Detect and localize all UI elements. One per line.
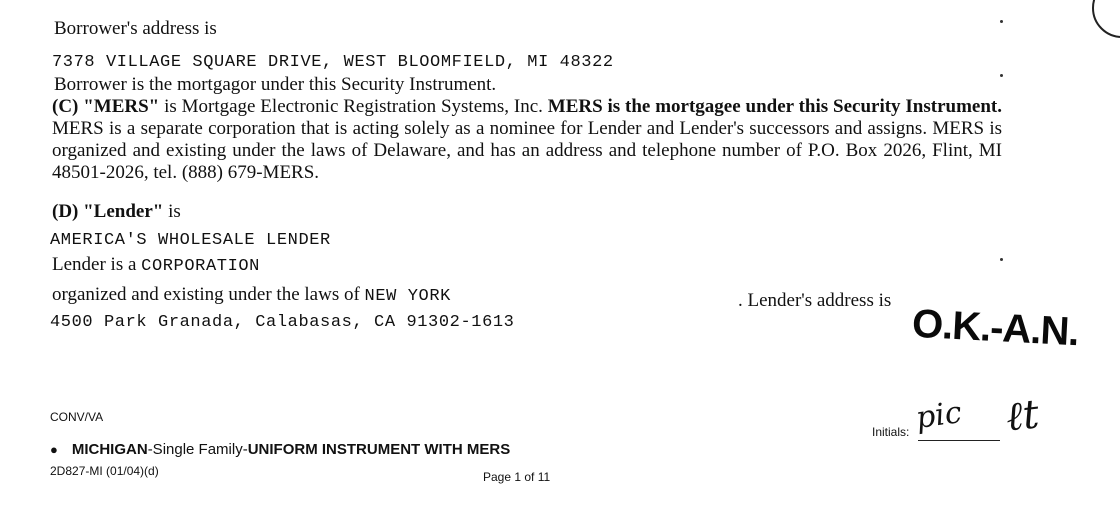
initials-signature-2: ℓt [1003,391,1042,441]
margin-dot [1000,258,1003,261]
borrower-address: 7378 VILLAGE SQUARE DRIVE, WEST BLOOMFIELD, MI 48322 [52,53,614,72]
lender-is-a: Lender is a [52,254,142,275]
form-number: 2D827-MI (01/04)(d) [50,464,159,478]
organized-state: NEW YORK [364,287,451,306]
lender-address-label: . Lender's address is [738,290,892,311]
form-code: CONV/VA [50,410,104,424]
lender-type-line [52,254,260,278]
title-middle: -Single Family- [147,441,248,458]
organized-label: organized and existing under the laws of [52,284,365,305]
lender-is: is [163,201,181,222]
corner-circle-mark [1092,0,1120,38]
mers-heading: (C) "MERS" [52,96,160,117]
initials-label: Initials: [872,425,910,439]
organized-line [52,284,451,308]
title-state: MICHIGAN [71,441,148,458]
page-number: Page 1 of 11 [483,470,551,484]
lender-name: AMERICA'S WHOLESALE LENDER [50,231,331,250]
mers-paragraph [52,96,1002,184]
ok-stamp: O.K.-A.N. [910,301,1080,355]
lender-address: 4500 Park Granada, Calabasas, CA 91302-1613 [50,313,515,332]
initials-line [918,440,1000,441]
mers-bold-statement: MERS is the mortgagee under this Security Instrument. [547,96,1002,117]
margin-dot [1000,74,1003,77]
mers-text-2: MERS is a separate corporation that is acting solely as a nominee for Lender and Lender's successors and assigns. MERS is organized and existing under the laws of Delaware, and has an address and telephone number of P.O. Box 2026, Flint, MI 48501-2026, tel. (888) 679-MERS. [52,118,1002,183]
borrower-mortgagor-statement: Borrower is the mortgagor under this Security Instrument. [54,74,497,95]
lender-type: CORPORATION [141,257,260,276]
bullet-icon: ● [50,442,58,457]
lender-heading: (D) "Lender" [52,201,164,222]
borrower-address-label: Borrower's address is [54,18,217,39]
lender-heading-line [52,201,181,223]
margin-dot [1000,20,1003,23]
mers-text-1: is Mortgage Electronic Registration Systems, Inc. [159,96,548,117]
title-bold: UNIFORM INSTRUMENT WITH MERS [247,441,511,458]
form-title [50,441,510,458]
initials-signature-1: pic [913,394,964,437]
